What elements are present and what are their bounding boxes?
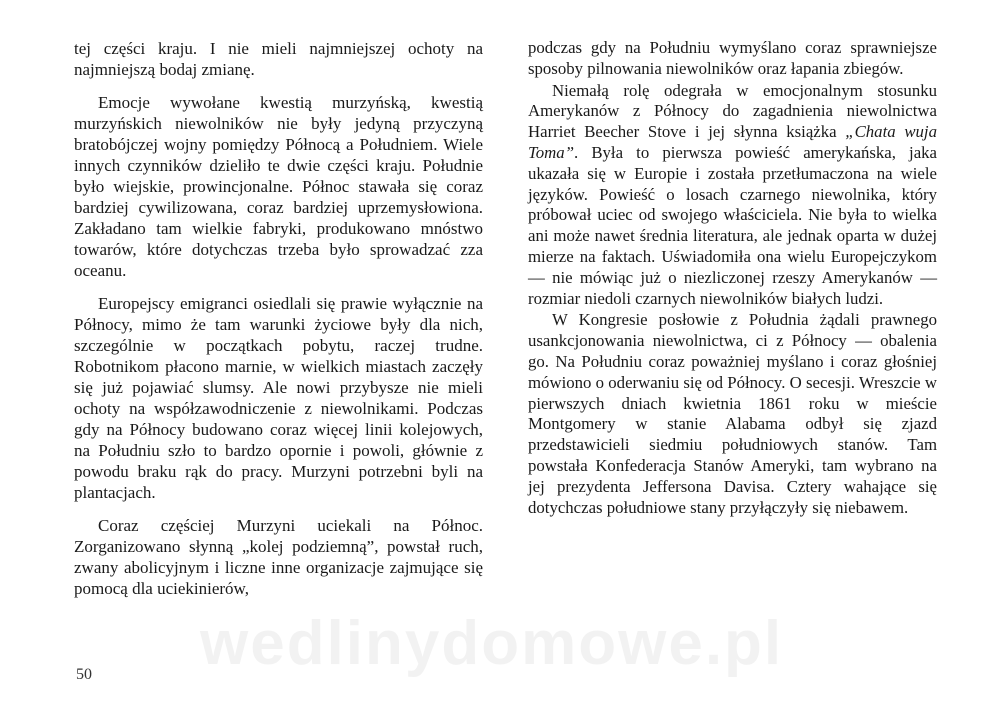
right-paragraph-1: podczas gdy na Południu wymyślano coraz sprawniejsze sposoby pilnowania niewolników oraz łapania zbiegów. — [528, 38, 937, 78]
left-paragraph-2: Emocje wywołane kwestią murzyńską, kwestią murzyńskich niewolników nie były jedyną przyczyną bratobójczej wojny pomiędzy Północą a Południem. Wiele innych czynników dzieliło te dwie części kraju. Południe było wiejskie, prowincjonalne. Północ stawała się coraz bardziej cywilizowana, coraz bardziej uprzemysłowiona. Zakładano tam wielkie fabryki, produkowano mnóstwo towarów, które dotychczas trzeba było sprowadzać zza oceanu. — [74, 93, 483, 280]
right-paragraph-2-text-a: Niemałą rolę odegrała w emocjonalnym stosunku Amerykanów z Północy do zagadnienia niewolnictwa Harriet Beecher Stove i jej słynna książka — [528, 80, 937, 142]
watermark: wedlinydomowe.pl — [200, 609, 784, 678]
left-paragraph-4: Coraz częściej Murzyni uciekali na Północ. Zorganizowano słynną „kolej podziemną”, powstał ruch, zwany abolicyjnym i liczne inne organizacje zajmujące się pomocą dla uciekinierów, — [74, 516, 483, 598]
right-paragraph-2-text-b: . Była to pierwsza powieść amerykańska, jaka ukazała się w Europie i została przetłumaczona na wiele języków. Powieść o losach czarnego niewolnika, który próbował uciec od swojego właściciela. Nie była to wielka ani może nawet średnia literatura, ale jednak oparta w dużej mierze na faktach. Uświadomiła ona wielu Europejczykom — nie mówiąc już o niezliczonej rzeszy Amerykanów — rozmiar niedoli czarnych niewolników białych ludzi. — [528, 142, 937, 308]
left-column — [74, 38, 483, 599]
page-number: 50 — [76, 666, 92, 683]
right-column — [528, 38, 937, 518]
right-paragraph-2 — [528, 81, 937, 310]
left-paragraph-3: Europejscy emigranci osiedlali się prawie wyłącznie na Północy, mimo że tam warunki życiowe były dla nich, szczególnie w początkach pobytu, raczej trudne. Robotnikom płacono marnie, w wielkich miastach zaczęły się już pojawiać slumsy. Ale nowi przybysze nie mieli ochoty na współzawodniczenie z niewolnikami. Podczas gdy na Północy budowano coraz więcej linii kolejowych, na Południu szło to bardzo opornie i powoli, głównie z powodu braku rąk do pracy. Murzyni potrzebni byli na plantacjach. — [74, 294, 483, 502]
book-title: „Chata wuja Toma” — [528, 122, 937, 162]
right-paragraph-3: W Kongresie posłowie z Południa żądali prawnego usankcjonowania niewolnictwa, ci z Północy — obalenia go. Na Południu coraz poważniej myślano i coraz głośniej mówiono o oderwaniu się od Północy. O secesji. Wreszcie w pierwszych dniach kwietnia 1861 roku w mieście Montgomery w stanie Alabama odbył się zjazd przedstawicieli siedmiu południowych stanów. Tam powstała Konfederacja Stanów Ameryki, tam wybrano na jej prezydenta Jeffersona Davisa. Cztery wahające się dotychczas południowe stany przyłączyły się niebawem. — [528, 310, 937, 517]
left-paragraph-1: tej części kraju. I nie mieli najmniejszej ochoty na najmniejszą bodaj zmianę. — [74, 39, 483, 79]
